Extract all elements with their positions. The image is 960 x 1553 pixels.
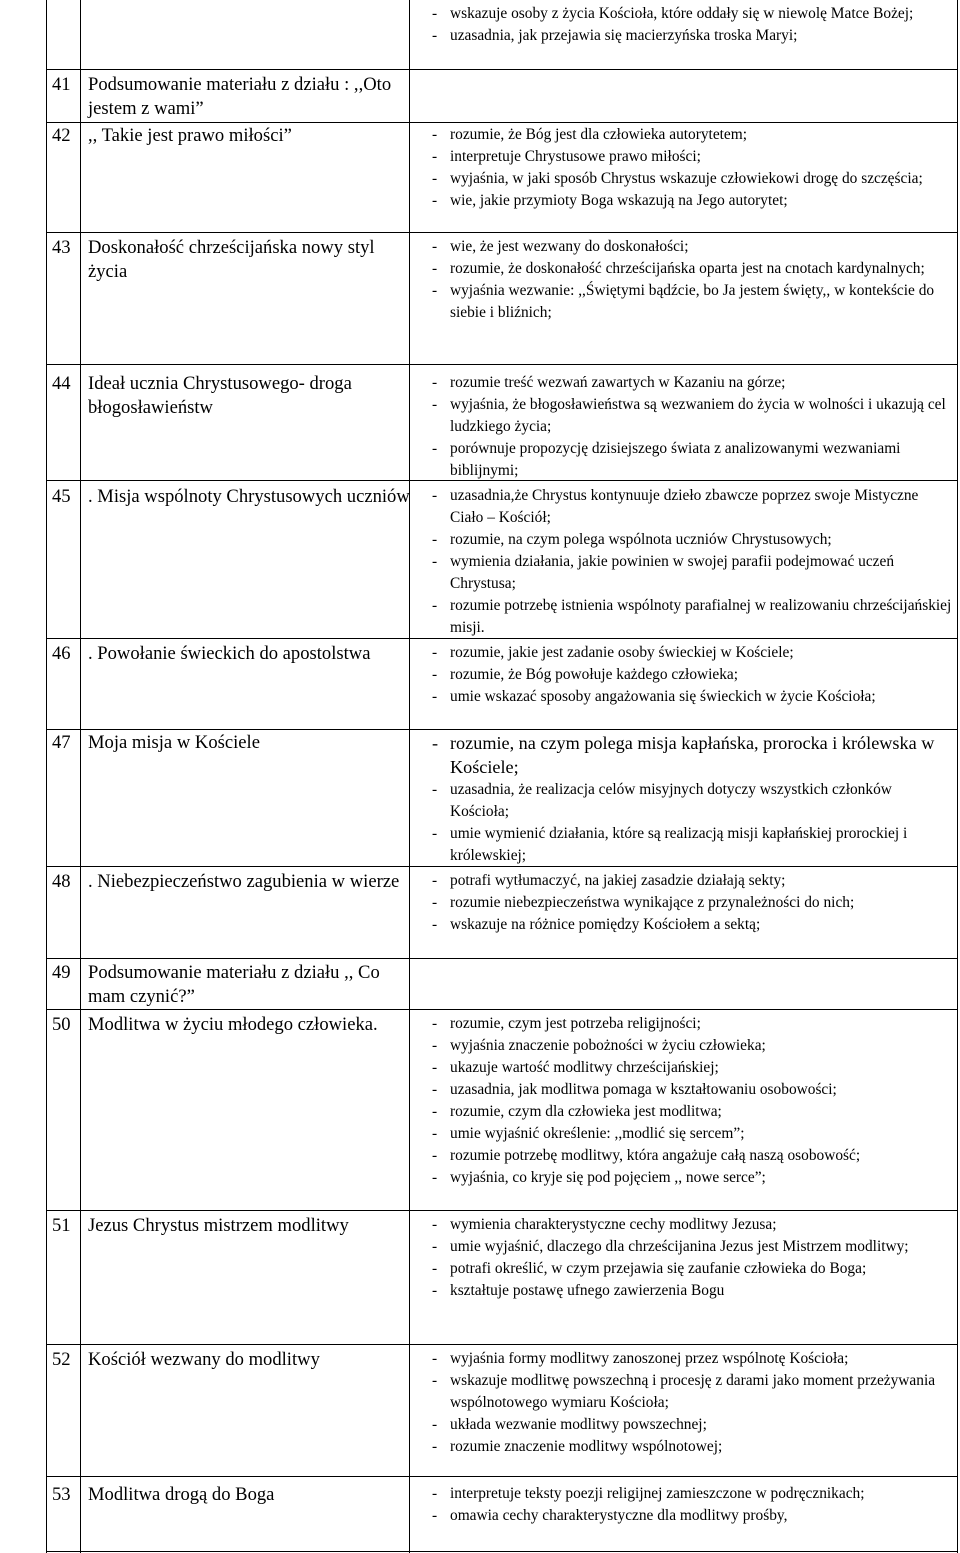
row-number: 47 — [52, 732, 71, 753]
goal-item: - wyjaśnia wezwanie: ,,Świętymi bądźcie, bo Ja jestem święty,, w kontekście do siebie i bliźnich; — [432, 280, 954, 324]
topic-title: Doskonałość chrześcijańska nowy styl życia — [88, 237, 375, 282]
row-goals — [432, 236, 954, 324]
row-divider — [46, 1476, 958, 1477]
row-number: 51 — [52, 1215, 71, 1236]
goal-item: - wie, że jest wezwany do doskonałości; — [432, 236, 954, 258]
row-topic — [52, 961, 410, 1009]
row-divider — [46, 1344, 958, 1345]
row-divider — [46, 364, 958, 365]
goal-item: - wyjaśnia, co kryje się pod pojęciem ,, nowe serce”; — [432, 1167, 954, 1189]
row-topic — [52, 124, 410, 148]
topic-title: Modlitwa w życiu młodego człowieka. — [88, 1014, 378, 1035]
goal-item: - rozumie, na czym polega wspólnota uczniów Chrystusowych; — [432, 529, 954, 551]
topic-title: Modlitwa drogą do Boga — [88, 1484, 275, 1505]
goal-item: - wyjaśnia, w jaki sposób Chrystus wskazuje człowiekowi drogę do szczęścia; — [432, 168, 954, 190]
topic-title: Podsumowanie materiału z działu ,, Co mam czynić?” — [88, 962, 380, 1007]
goal-item: - umie wyjaśnić określenie: ,,modlić się sercem”; — [432, 1123, 954, 1145]
row-goals — [432, 1214, 954, 1302]
goal-item: - interpretuje Chrystusowe prawo miłości; — [432, 146, 954, 168]
topic-title: Kościół wezwany do modlitwy — [88, 1349, 320, 1370]
topic-title: Podsumowanie materiału z działu : ,,Oto jestem z wami” — [88, 74, 392, 119]
row-divider — [46, 69, 958, 70]
goal-item: - rozumie treść wezwań zawartych w Kazaniu na górze; — [432, 372, 954, 394]
row-number: 48 — [52, 871, 71, 892]
row-number: 53 — [52, 1484, 71, 1505]
goal-item: - rozumie potrzebę istnienia wspólnoty parafialnej w realizowaniu chrześcijańskiej misji. — [432, 595, 954, 639]
goal-item: - rozumie, na czym polega misja kapłańska, prorocka i królewska w Kościele; — [432, 731, 954, 779]
goal-item: - ukazuje wartość modlitwy chrześcijańskiej; — [432, 1057, 954, 1079]
row-goals — [432, 485, 954, 639]
row-number: 42 — [52, 125, 71, 146]
goal-item: - wymienia charakterystyczne cechy modlitwy Jezusa; — [432, 1214, 954, 1236]
row-topic — [52, 1348, 410, 1372]
goal-item: - rozumie niebezpieczeństwa wynikające z przynależności do nich; — [432, 892, 954, 914]
goal-item: - rozumie, że Bóg powołuje każdego człowieka; — [432, 664, 954, 686]
row-divider — [46, 1210, 958, 1211]
row-topic — [52, 642, 410, 666]
goal-item: - rozumie, czym jest potrzeba religijności; — [432, 1013, 954, 1035]
goal-item: - uzasadnia,że Chrystus kontynuuje dzieło zbawcze poprzez swoje Mistyczne Ciało – Kościół; — [432, 485, 954, 529]
goal-item: - kształtuje postawę ufnego zawierzenia Bogu — [432, 1280, 954, 1302]
goal-item: - interpretuje teksty poezji religijnej zamieszczone w podręcznikach; — [432, 1483, 954, 1505]
goal-item: - rozumie, że doskonałość chrześcijańska oparta jest na cnotach kardynalnych; — [432, 258, 954, 280]
goal-item: - uzasadnia, jak modlitwa pomaga w kształtowaniu osobowości; — [432, 1079, 954, 1101]
topic-title: ,, Takie jest prawo miłości” — [88, 125, 292, 146]
row-divider — [46, 958, 958, 959]
row-goals — [432, 870, 954, 936]
goal-item: - potrafi określić, w czym przejawia się zaufanie człowieka do Boga; — [432, 1258, 954, 1280]
goal-item: - uzasadnia, jak przejawia się macierzyńska troska Maryi; — [432, 25, 954, 47]
row-topic — [52, 485, 410, 509]
row-goals — [432, 124, 954, 212]
topic-title: Jezus Chrystus mistrzem modlitwy — [88, 1215, 349, 1236]
row-topic — [52, 731, 410, 755]
goal-item: - wskazuje modlitwę powszechną i procesję z darami jako moment przeżywania wspólnotowego wymiaru Kościoła; — [432, 1370, 954, 1414]
goal-item: - potrafi wytłumaczyć, na jakiej zasadzie działają sekty; — [432, 870, 954, 892]
row-topic — [52, 870, 410, 894]
row-goals — [432, 1483, 954, 1527]
row-number: 52 — [52, 1349, 71, 1370]
goal-item: - wyjaśnia znaczenie pobożności w życiu człowieka; — [432, 1035, 954, 1057]
row-number: 49 — [52, 962, 71, 983]
row-number: 46 — [52, 643, 71, 664]
row-divider — [46, 122, 958, 123]
row-topic — [52, 1483, 410, 1507]
goal-item: - wymienia działania, jakie powinien w swojej parafii podejmować uczeń Chrystusa; — [432, 551, 954, 595]
goal-item: - umie wymienić działania, które są realizacją misji kapłańskiej prorockiej i królewskiej; — [432, 823, 954, 867]
row-goals — [432, 3, 954, 47]
goal-item: - omawia cechy charakterystyczne dla modlitwy prośby, — [432, 1505, 954, 1527]
row-number: 43 — [52, 237, 71, 258]
topic-title: Moja misja w Kościele — [88, 732, 260, 753]
row-divider — [46, 729, 958, 730]
goal-item: - wskazuje na różnice pomiędzy Kościołem a sektą; — [432, 914, 954, 936]
row-divider — [46, 1009, 958, 1010]
topic-title: . Misja wspólnoty Chrystusowych uczniów — [88, 486, 410, 507]
row-goals — [432, 731, 954, 867]
topic-title: . Powołanie świeckich do apostolstwa — [88, 643, 371, 664]
goal-item: - uzasadnia, że realizacja celów misyjnych dotyczy wszystkich członków Kościoła; — [432, 779, 954, 823]
row-goals — [432, 1348, 954, 1458]
row-goals — [432, 372, 954, 482]
row-topic — [52, 372, 410, 420]
row-number: 45 — [52, 486, 71, 507]
goal-item: - umie wskazać sposoby angażowania się świeckich w życie Kościoła; — [432, 686, 954, 708]
topic-title: Ideał ucznia Chrystusowego- droga błogosławieństw — [88, 373, 352, 418]
goal-item: - wyjaśnia formy modlitwy zanoszonej przez wspólnotę Kościoła; — [432, 1348, 954, 1370]
row-topic — [52, 236, 410, 284]
row-number: 44 — [52, 373, 71, 394]
goal-item: - wskazuje osoby z życia Kościoła, które oddały się w niewolę Matce Bożej; — [432, 3, 954, 25]
row-divider — [46, 232, 958, 233]
row-number: 50 — [52, 1014, 71, 1035]
row-goals — [432, 642, 954, 708]
goal-item: - rozumie, czym dla człowieka jest modlitwa; — [432, 1101, 954, 1123]
row-number: 41 — [52, 74, 71, 95]
goal-item: - wyjaśnia, że błogosławieństwa są wezwaniem do życia w wolności i ukazują cel ludzkiego życia; — [432, 394, 954, 438]
row-topic — [52, 1214, 410, 1238]
goal-item: - układa wezwanie modlitwy powszechnej; — [432, 1414, 954, 1436]
row-topic — [52, 73, 410, 121]
topic-title: . Niebezpieczeństwo zagubienia w wierze — [88, 871, 400, 892]
row-goals — [432, 1013, 954, 1189]
goal-item: - rozumie, że Bóg jest dla człowieka autorytetem; — [432, 124, 954, 146]
table-border-bottom — [46, 1551, 958, 1552]
goal-item: - wie, jakie przymioty Boga wskazują na Jego autorytet; — [432, 190, 954, 212]
goal-item: - umie wyjaśnić, dlaczego dla chrześcijanina Jezus jest Mistrzem modlitwy; — [432, 1236, 954, 1258]
row-topic — [52, 1013, 410, 1037]
goal-item: - porównuje propozycję dzisiejszego świata z analizowanymi wezwaniami biblijnymi; — [432, 438, 954, 482]
goal-item: - rozumie, jakie jest zadanie osoby świeckiej w Kościele; — [432, 642, 954, 664]
goal-item: - rozumie znaczenie modlitwy wspólnotowej; — [432, 1436, 954, 1458]
goal-item: - rozumie potrzebę modlitwy, która angażuje całą naszą osobowość; — [432, 1145, 954, 1167]
